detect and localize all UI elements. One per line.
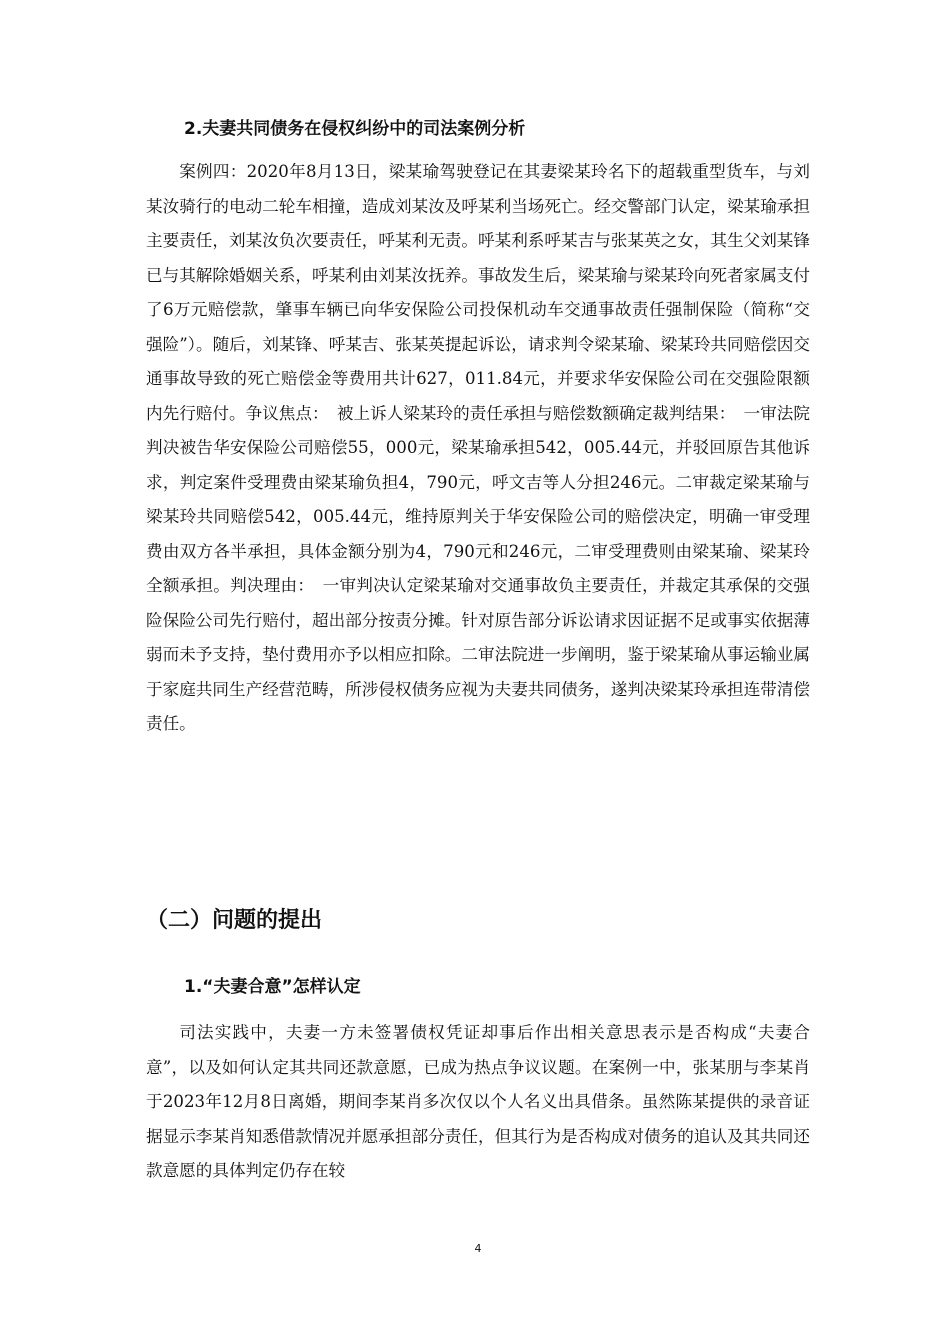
section-heading-spousal-consent: 1.“夫妻合意”怎样认定 [184, 977, 361, 997]
section-heading-case-analysis: 2.夫妻共同债务在侵权纠纷中的司法案例分析 [184, 119, 526, 139]
judicial-practice-paragraph: 司法实践中，夫妻一方未签署债权凭证却事后作出相关意思表示是否构成“夫妻合意”，以及如何认定其共同还款意愿，已成为热点争议议题。在案例一中，张某朋与李某肖于2023年12月8日离婚，期间李某肖多次仅以个人名义出具借条。虽然陈某提供的录音证据显示李某肖知悉借款情况并愿承担部分责任，但其行为是否构成对债务的追认及其共同还款意愿的具体判定仍存在较 [146, 1023, 810, 1180]
section-heading-problem: （二）问题的提出 [146, 908, 323, 933]
page-number: 4 [474, 1242, 482, 1255]
case-four-paragraph: 案例四：2020年8月13日，梁某瑜驾驶登记在其妻梁某玲名下的超载重型货车，与刘某汝骑行的电动二轮车相撞，造成刘某汝及呼某利当场死亡。经交警部门认定，梁某瑜承担主要责任，刘某汝负次要责任，呼某利无责。呼某利系呼某吉与张某英之女，其生父刘某锋已与其解除婚姻关系，呼某利由刘某汝抚养。事故发生后，梁某瑜与梁某玲向死者家属支付了6万元赔偿款，肇事车辆已向华安保险公司投保机动车交通事故责任强制保险（简称“交强险”）。随后，刘某锋、呼某吉、张某英提起诉讼，请求判令梁某瑜、梁某玲共同赔偿因交通事故导致的死亡赔偿金等费用共计627，011.84元，并要求华安保险公司在交强险限额内先行赔付。争议焦点： 被上诉人梁某玲的责任承担与赔偿数额确定裁判结果： 一审法院判决被告华安保险公司赔偿55，000元，梁某瑜承担542，005.44元，并驳回原告其他诉求，判定案件受理费由梁某瑜负担4，790元，呼文吉等人分担246元。二审裁定梁某瑜与梁某玲共同赔偿542，005.44元，维持原判关于华安保险公司的赔偿决定，明确一审受理费由双方各半承担，具体金额分别为4，790元和246元，二审受理费则由梁某瑜、梁某玲全额承担。判决理由： 一审判决认定梁某瑜对交通事故负主要责任，并裁定其承保的交强险保险公司先行赔付，超出部分按责分摊。针对原告部分诉讼请求因证据不足或事实依据薄弱而未予支持，垫付费用亦予以相应扣除。二审法院进一步阐明，鉴于梁某瑜从事运输业属于家庭共同生产经营范畴，所涉侵权债务应视为夫妻共同债务，遂判决梁某玲承担连带清偿责任。 [146, 162, 810, 733]
document-page [146, 0, 810, 1344]
